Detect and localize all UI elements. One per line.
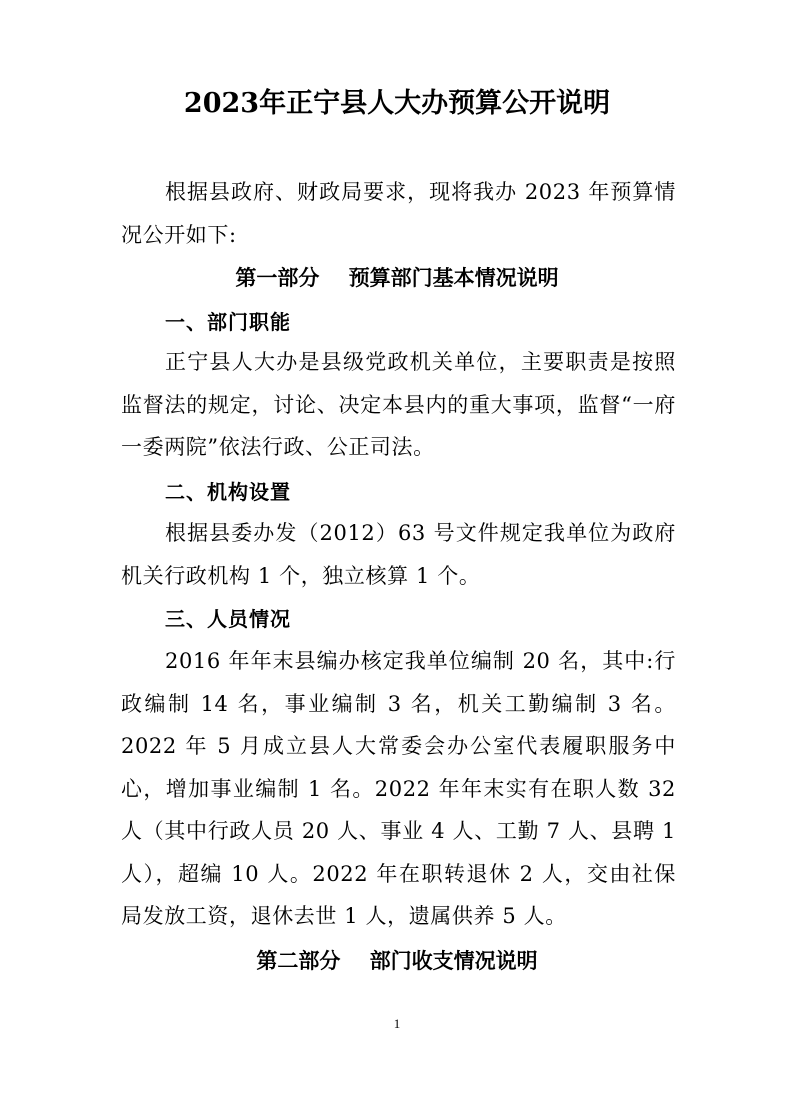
page-number: 1 bbox=[393, 1016, 401, 1031]
section-text-organization: 根据县委办发（2012）63 号文件规定我单位为政府机关行政机构 1 个，独立核算 1 个。 bbox=[121, 521, 676, 588]
document-title: 2023年正宁县人大办预算公开说明 bbox=[183, 88, 611, 119]
part-one-heading: 第一部分 预算部门基本情况说明 bbox=[235, 266, 559, 290]
section-text-personnel: 2016 年年末县编办核定我单位编制 20 名，其中:行政编制 14 名，事业编制 3 名，机关工勤编制 3 名。2022 年 5 月成立县人大常委会办公室代表履职服务中心，增加事业编制 1 名。2022 年年末实有在职人数 32 人（其中行政人员 20 人、事业 4 人、工勤 7 人、县聘 1 人），超编 10 人。2022 年在职转退休 2 人，交由社保局发放工资，退休去世 1 人，遗属供养 5 人。 bbox=[121, 649, 676, 928]
intro-paragraph: 根据县政府、财政局要求，现将我办 2023 年预算情况公开如下: bbox=[121, 180, 676, 247]
section-heading-functions: 一、部门职能 bbox=[165, 310, 291, 334]
part-two-heading: 第二部分 部门收支情况说明 bbox=[256, 949, 538, 973]
section-heading-organization: 二、机构设置 bbox=[165, 480, 291, 504]
section-text-functions: 正宁县人大办是县级党政机关单位，主要职责是按照监督法的规定，讨论、决定本县内的重大事项，监督“一府一委两院”依法行政、公正司法。 bbox=[121, 350, 676, 459]
section-heading-personnel: 三、人员情况 bbox=[165, 607, 291, 631]
